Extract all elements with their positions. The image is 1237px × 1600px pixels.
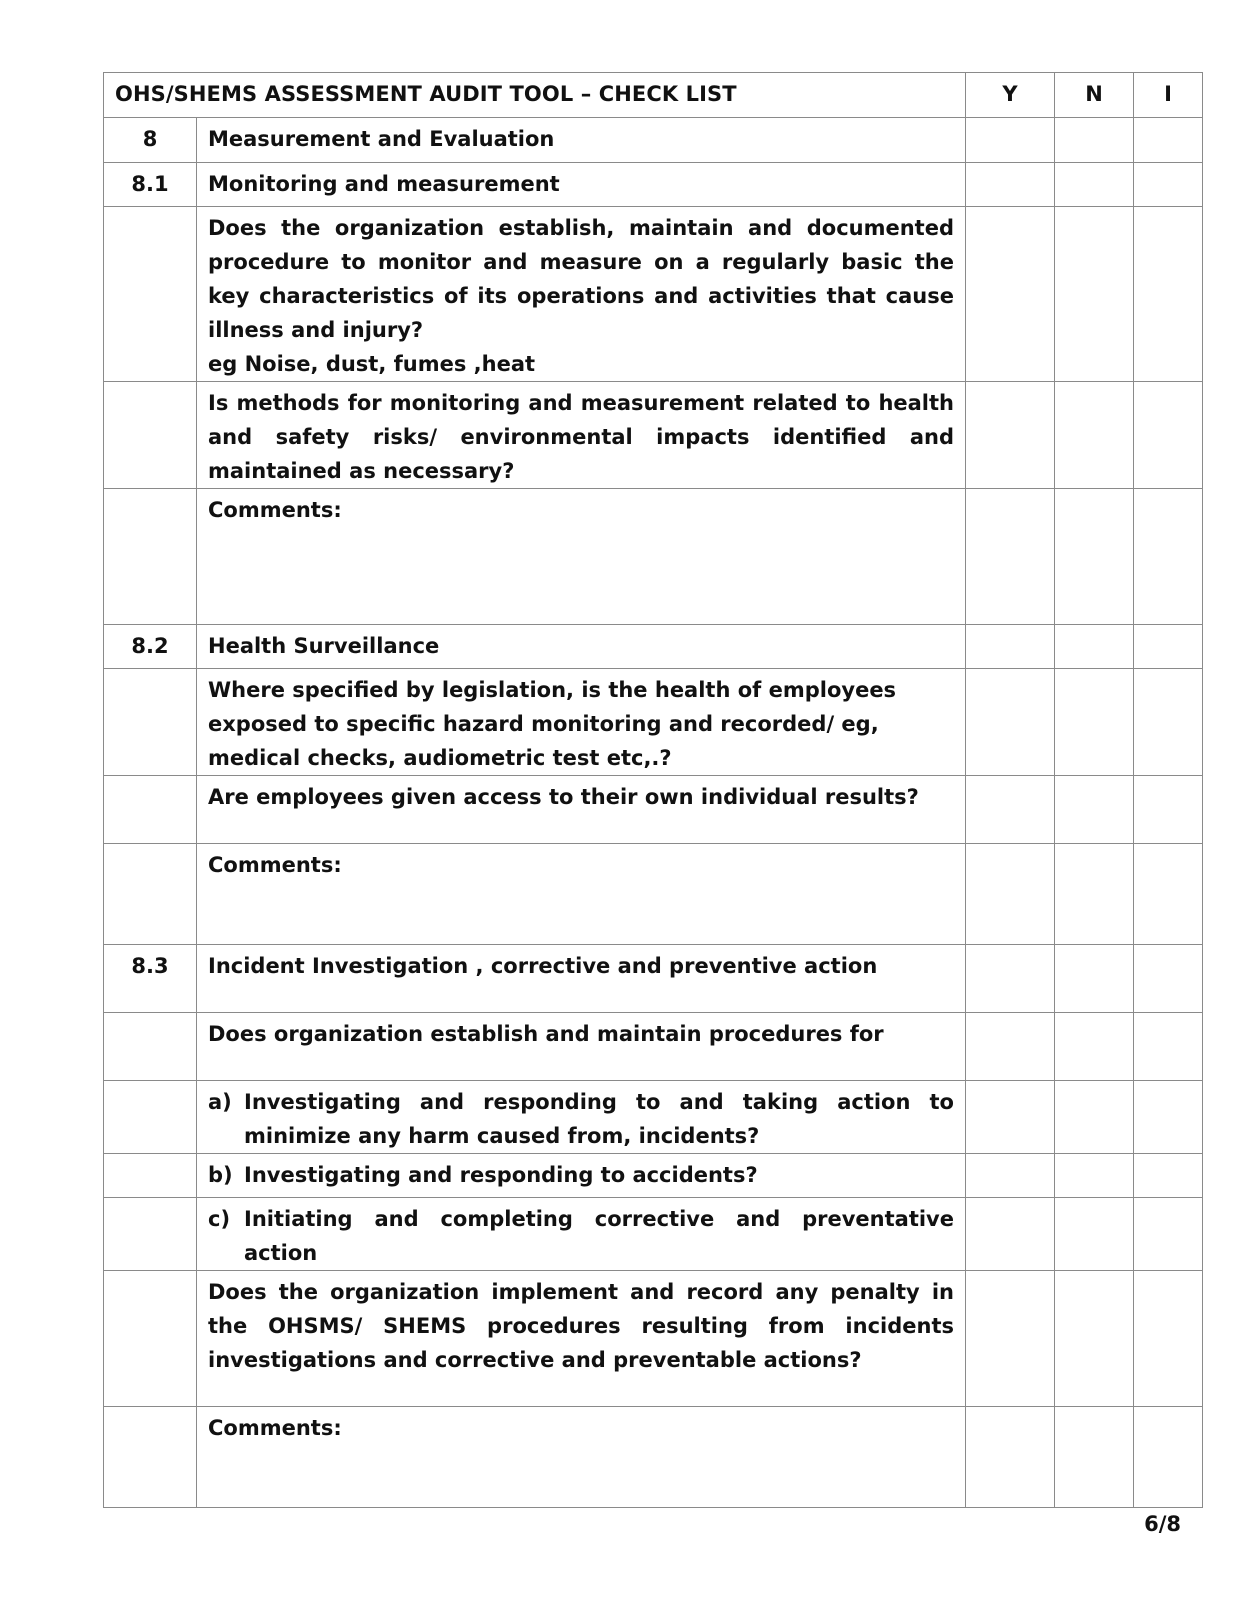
question-row <box>104 669 1203 776</box>
question-text: Does the organization establish, maintain and documented procedure to monitor and measure on a regularly basic the key characteristics of its operations and activities that cause illness and injury? <box>208 216 954 342</box>
answer-cell-yes[interactable] <box>966 489 1055 625</box>
answer-cell-i[interactable] <box>1134 945 1203 1013</box>
question-text: Is methods for monitoring and measurement related to health and safety risks/ environmental impacts identified and maintained as necessary? <box>197 382 966 489</box>
answer-cell-i[interactable] <box>1134 1081 1203 1154</box>
answer-cell-no[interactable] <box>1055 1407 1134 1508</box>
number-cell <box>104 776 197 844</box>
answer-cell-yes[interactable] <box>966 1407 1055 1508</box>
answer-cell-no[interactable] <box>1055 1154 1134 1198</box>
number-cell <box>104 669 197 776</box>
number-cell <box>104 1154 197 1198</box>
column-header-i: I <box>1134 73 1203 118</box>
answer-cell-yes[interactable] <box>966 1271 1055 1407</box>
question-row <box>104 776 1203 844</box>
question-text: Where specified by legislation, is the health of employees exposed to specific hazard monitoring and recorded/ eg, medical checks, audiometric test etc,.? <box>197 669 966 776</box>
question-example: eg Noise, dust, fumes ,heat <box>208 352 536 376</box>
checklist-title: OHS/SHEMS ASSESSMENT AUDIT TOOL – CHECK LIST <box>104 73 966 118</box>
answer-cell-i[interactable] <box>1134 1271 1203 1407</box>
number-cell <box>104 1013 197 1081</box>
answer-cell-no[interactable] <box>1055 1271 1134 1407</box>
answer-cell-yes[interactable] <box>966 669 1055 776</box>
answer-cell-no[interactable] <box>1055 625 1134 669</box>
question-row <box>104 1081 1203 1154</box>
comments-row <box>104 1407 1203 1508</box>
answer-cell-no[interactable] <box>1055 118 1134 163</box>
audit-checklist-table <box>103 72 1203 1508</box>
item-marker: c) <box>208 1207 231 1231</box>
number-cell <box>104 1271 197 1407</box>
subsection-number: 8.2 <box>104 625 197 669</box>
subsection-number: 8.1 <box>104 163 197 207</box>
subsection-row <box>104 163 1203 207</box>
header-row <box>104 73 1203 118</box>
answer-cell-yes[interactable] <box>966 207 1055 382</box>
answer-cell-i[interactable] <box>1134 1154 1203 1198</box>
subsection-row <box>104 945 1203 1013</box>
answer-cell-no[interactable] <box>1055 489 1134 625</box>
answer-cell-yes[interactable] <box>966 776 1055 844</box>
number-cell <box>104 489 197 625</box>
answer-cell-no[interactable] <box>1055 1013 1134 1081</box>
answer-cell-yes[interactable] <box>966 1198 1055 1271</box>
question-text: Does organization establish and maintain procedures for <box>197 1013 966 1081</box>
number-cell <box>104 382 197 489</box>
column-header-yes: Y <box>966 73 1055 118</box>
answer-cell-no[interactable] <box>1055 1081 1134 1154</box>
question-cell <box>197 207 966 382</box>
answer-cell-no[interactable] <box>1055 844 1134 945</box>
number-cell <box>104 207 197 382</box>
answer-cell-yes[interactable] <box>966 118 1055 163</box>
subsection-heading: Health Surveillance <box>197 625 966 669</box>
comments-row <box>104 844 1203 945</box>
comments-field[interactable]: Comments: <box>197 489 966 625</box>
answer-cell-i[interactable] <box>1134 163 1203 207</box>
number-cell <box>104 1081 197 1154</box>
answer-cell-i[interactable] <box>1134 625 1203 669</box>
answer-cell-no[interactable] <box>1055 776 1134 844</box>
subsection-row <box>104 625 1203 669</box>
section-row <box>104 118 1203 163</box>
question-text: Are employees given access to their own individual results? <box>197 776 966 844</box>
answer-cell-no[interactable] <box>1055 207 1134 382</box>
answer-cell-yes[interactable] <box>966 844 1055 945</box>
section-number: 8 <box>104 118 197 163</box>
answer-cell-no[interactable] <box>1055 945 1134 1013</box>
question-item <box>197 1154 966 1198</box>
answer-cell-yes[interactable] <box>966 1154 1055 1198</box>
question-row <box>104 1271 1203 1407</box>
item-marker: b) <box>208 1163 233 1187</box>
answer-cell-no[interactable] <box>1055 669 1134 776</box>
question-text: Does the organization implement and record any penalty in the OHSMS/ SHEMS procedures resulting from incidents investigations and corrective and preventable actions? <box>197 1271 966 1407</box>
question-row <box>104 1198 1203 1271</box>
question-row <box>104 1154 1203 1198</box>
answer-cell-i[interactable] <box>1134 1407 1203 1508</box>
item-marker: a) <box>208 1090 232 1114</box>
comments-row <box>104 489 1203 625</box>
answer-cell-no[interactable] <box>1055 163 1134 207</box>
subsection-heading: Monitoring and measurement <box>197 163 966 207</box>
answer-cell-i[interactable] <box>1134 1013 1203 1081</box>
page-number: 6/8 <box>1144 1512 1181 1536</box>
section-heading: Measurement and Evaluation <box>197 118 966 163</box>
subsection-heading: Incident Investigation , corrective and preventive action <box>197 945 966 1013</box>
answer-cell-yes[interactable] <box>966 1013 1055 1081</box>
number-cell <box>104 1407 197 1508</box>
question-row <box>104 382 1203 489</box>
column-header-no: N <box>1055 73 1134 118</box>
answer-cell-yes[interactable] <box>966 625 1055 669</box>
question-row <box>104 1013 1203 1081</box>
answer-cell-i[interactable] <box>1134 669 1203 776</box>
answer-cell-yes[interactable] <box>966 1081 1055 1154</box>
question-text: Initiating and completing corrective and preventative action <box>244 1207 954 1265</box>
question-row <box>104 207 1203 382</box>
answer-cell-i[interactable] <box>1134 776 1203 844</box>
answer-cell-yes[interactable] <box>966 163 1055 207</box>
subsection-number: 8.3 <box>104 945 197 1013</box>
answer-cell-i[interactable] <box>1134 118 1203 163</box>
answer-cell-i[interactable] <box>1134 1198 1203 1271</box>
answer-cell-yes[interactable] <box>966 382 1055 489</box>
comments-field[interactable]: Comments: <box>197 1407 966 1508</box>
answer-cell-i[interactable] <box>1134 489 1203 625</box>
answer-cell-i[interactable] <box>1134 844 1203 945</box>
number-cell <box>104 844 197 945</box>
answer-cell-yes[interactable] <box>966 945 1055 1013</box>
answer-cell-no[interactable] <box>1055 382 1134 489</box>
answer-cell-i[interactable] <box>1134 207 1203 382</box>
question-item <box>197 1081 966 1154</box>
question-item <box>197 1198 966 1271</box>
number-cell <box>104 1198 197 1271</box>
question-text: Investigating and responding to accidents? <box>244 1163 758 1187</box>
answer-cell-no[interactable] <box>1055 1198 1134 1271</box>
question-text: Investigating and responding to and taking action to minimize any harm caused from, incidents? <box>244 1090 954 1148</box>
comments-field[interactable]: Comments: <box>197 844 966 945</box>
answer-cell-i[interactable] <box>1134 382 1203 489</box>
